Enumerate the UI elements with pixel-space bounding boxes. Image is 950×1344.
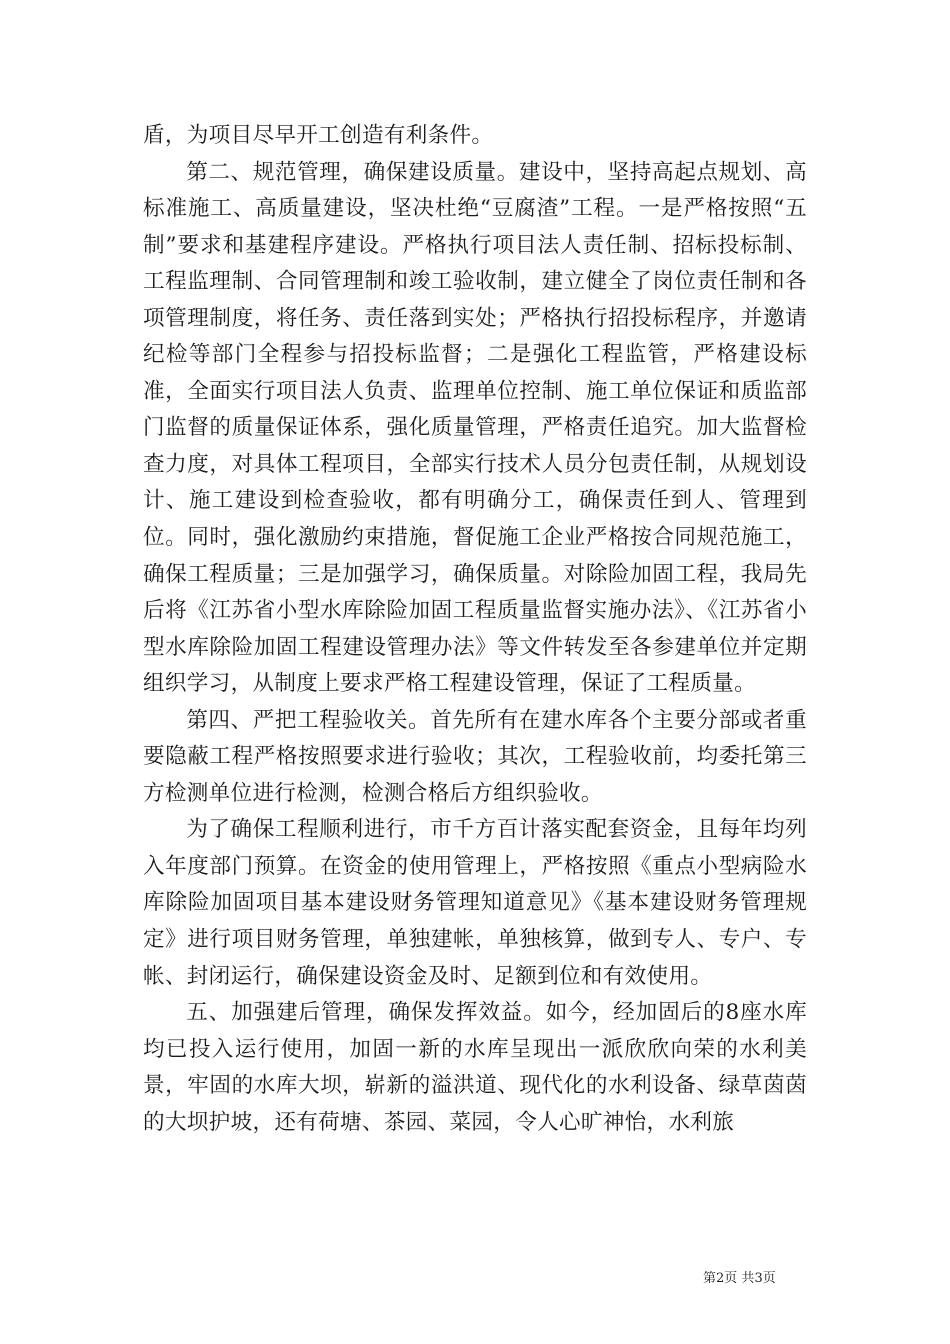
paragraph: 第四、严把工程验收关。首先所有在建水库各个主要分部或者重要隐蔽工程严格按照要求进行验收；其次，工程验收前，均委托第三方检测单位进行检测，检测合格后方组织验收。 [143,707,807,806]
paragraph: 五、加强建后管理，确保发挥效益。如今，经加固后的8座水库均已投入运行使用，加固一新的水库呈现出一派欣欣向荣的水利美景，牢固的水库大坝，崭新的溢洪道、现代化的水利设备、绿草茵茵的大坝护坡，还有荷塘、茶园、菜园，令人心旷神怡，水利旅 [143,1000,807,1135]
footer-prefix: 第 [703,1271,717,1286]
footer-suffix: 页 [762,1271,776,1286]
body-text [143,118,807,1141]
page-footer [703,1270,813,1288]
paragraph: 为了确保工程顺利进行，市千方百计落实配套资金，且每年均列入年度部门预算。在资金的使用管理上，严格按照《重点小型病险水库除险加固项目基本建设财务管理知道意见》《基本建设财务管理规定》进行项目财务管理，单独建帐，单独核算，做到专人、专户、专帐、封闭运行，确保建设资金及时、足额到位和有效使用。 [143,817,807,989]
footer-middle: 页 共 [724,1271,755,1286]
total-pages-number: 3 [754,1271,763,1286]
current-page-number: 2 [716,1271,725,1286]
paragraph: 盾，为项目尽早开工创造有利条件。 [143,123,494,148]
paragraph: 第二、规范管理，确保建设质量。建设中，坚持高起点规划、高标准施工、高质量建设，坚决杜绝“豆腐渣”工程。一是严格按照“五制”要求和基建程序建设。严格执行项目法人责任制、招标投标制、工程监理制、合同管理制和竣工验收制，建立健全了岗位责任制和各项管理制度，将任务、责任落到实处；严格执行招投标程序，并邀请纪检等部门全程参与招投标监督；二是强化工程监管，严格建设标准，全面实行项目法人负责、监理单位控制、施工单位保证和质监部门监督的质量保证体系，强化质量管理，严格责任追究。加大监督检查力度，对具体工程项目，全部实行技术人员分包责任制，从规划设计、施工建设到检查验收，都有明确分工，确保责任到人、管理到位。同时，强化激励约束措施，督促施工企业严格按合同规范施工，确保工程质量；三是加强学习，确保质量。对除险加固工程，我局先后将《江苏省小型水库除险加固工程质量监督实施办法》、《江苏省小型水库除险加固工程建设管理办法》等文件转发至各参建单位并定期组织学习，从制度上要求严格工程建设管理，保证了工程质量。 [143,159,807,697]
